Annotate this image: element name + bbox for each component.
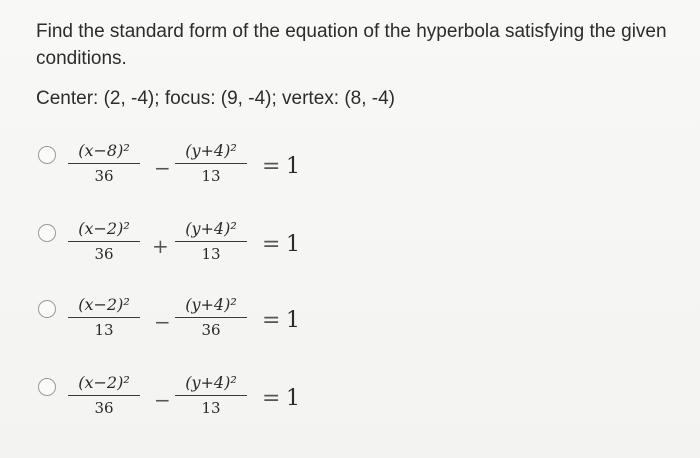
answer-option-a[interactable]: [38, 140, 358, 196]
denominator: 13: [201, 399, 221, 417]
numerator: (y+4)²: [185, 219, 237, 238]
equals-sign: =: [262, 308, 281, 333]
answer-option-b[interactable]: [38, 218, 358, 274]
fraction-y-term: [175, 218, 247, 264]
fraction-bar: [68, 317, 140, 318]
right-hand-side: 1: [286, 232, 300, 257]
fraction-bar: [175, 395, 247, 396]
numerator: (x−2)²: [78, 219, 130, 238]
fraction-bar: [175, 241, 247, 242]
fraction-x-term: [68, 140, 140, 186]
equals-sign: =: [262, 386, 281, 411]
equals-sign: =: [262, 232, 281, 257]
question-text: Find the standard form of the equation of the hyperbola satisfying the given conditions.: [36, 21, 667, 69]
fraction-bar: [68, 163, 140, 164]
operator: −: [154, 156, 171, 180]
fraction-x-term: [68, 372, 140, 418]
answer-option-c[interactable]: [38, 294, 358, 350]
numerator: (y+4)²: [185, 295, 237, 314]
numerator: (y+4)²: [185, 141, 237, 160]
fraction-bar: [68, 395, 140, 396]
denominator: 36: [94, 245, 114, 263]
right-hand-side: 1: [286, 154, 300, 179]
radio-button[interactable]: [38, 378, 56, 396]
fraction-y-term: [175, 140, 247, 186]
equals-sign: =: [262, 154, 281, 179]
numerator: (x−2)²: [78, 373, 130, 392]
radio-button[interactable]: [38, 224, 56, 242]
denominator: 36: [94, 167, 114, 185]
numerator: (x−2)²: [78, 295, 130, 314]
fraction-x-term: [68, 294, 140, 340]
fraction-bar: [175, 317, 247, 318]
fraction-y-term: [175, 372, 247, 418]
answer-option-d[interactable]: [38, 372, 358, 428]
denominator: 13: [94, 321, 114, 339]
numerator: (y+4)²: [185, 373, 237, 392]
denominator: 36: [201, 321, 221, 339]
fraction-bar: [68, 241, 140, 242]
denominator: 13: [201, 245, 221, 263]
radio-button[interactable]: [38, 146, 56, 164]
given-conditions: Center: (2, -4); focus: (9, -4); vertex: (8, -4): [36, 88, 395, 109]
denominator: 13: [201, 167, 221, 185]
denominator: 36: [94, 399, 114, 417]
right-hand-side: 1: [286, 386, 300, 411]
right-hand-side: 1: [286, 308, 300, 333]
operator: −: [154, 310, 171, 334]
fraction-bar: [175, 163, 247, 164]
fraction-y-term: [175, 294, 247, 340]
numerator: (x−8)²: [78, 141, 130, 160]
fraction-x-term: [68, 218, 140, 264]
operator: +: [152, 234, 169, 258]
radio-button[interactable]: [38, 300, 56, 318]
operator: −: [154, 388, 171, 412]
